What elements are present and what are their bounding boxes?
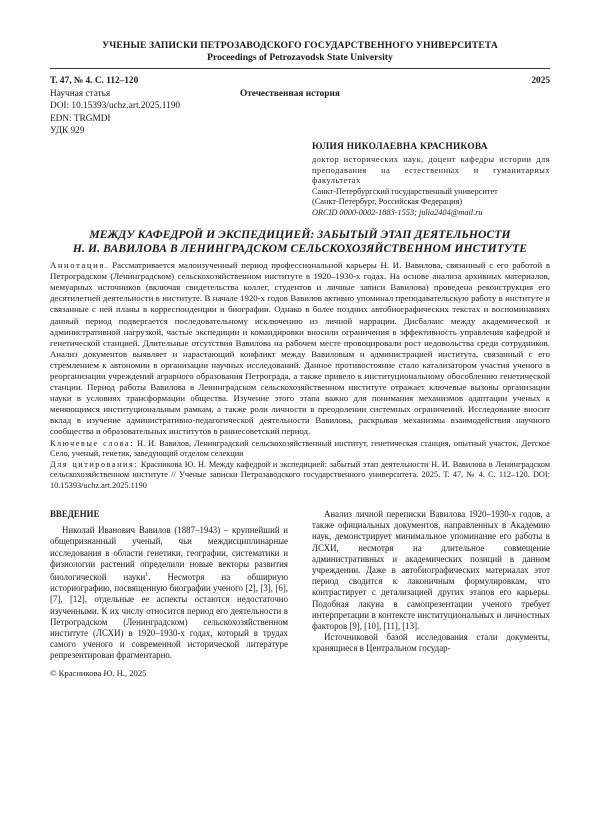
journal-title-en: Proceedings of Petrozavodsk State University (207, 52, 393, 63)
abstract-label: Аннотация. (50, 260, 109, 271)
right-column (312, 509, 550, 679)
keywords (50, 439, 550, 460)
left-column (50, 509, 288, 679)
author-location: (Санкт-Петербург, Российская Федерация) (312, 197, 463, 207)
body-columns (50, 509, 550, 679)
citation-text: Красникова Ю. Н. Между кафедрой и экспедицией: забытый этап деятельности Н. И. Вавилова в Ленинградском сельскохозяйственном институте // Ученые записки Петрозаводского государственного университета. 2025. Т. 47, № 4. С. 112–120. DOI: 10.15393/uchz.art.2025.1190 (50, 460, 550, 490)
keywords-label: Ключевые слова: (50, 438, 134, 448)
citation-label: Для цитирования: (50, 460, 139, 470)
copyright: © Красникова Ю. Н., 2025 (50, 667, 147, 678)
author-affiliation: Санкт-Петербургский государственный университет (312, 187, 498, 197)
article-type: Научная статья (50, 88, 111, 99)
publication-year: 2025 (531, 76, 550, 86)
udc: УДК 929 (50, 126, 85, 137)
journal-title-ru: УЧЕНЫЕ ЗАПИСКИ ПЕТРОЗАВОДСКОГО ГОСУДАРСТВЕННОГО УНИВЕРСИТЕТА (102, 40, 498, 51)
article-title (50, 228, 550, 256)
intro-paragraph (50, 525, 288, 661)
section-title: ВВЕДЕНИЕ (50, 509, 100, 520)
keywords-text: Н. И. Вавилов, Ленинградский сельскохозяйственный институт, генетическая станция, опытный участок, Детское Село, ученый, генетик, заведующий отделом селекции (50, 438, 550, 458)
author-contacts: ORCID 0000-0002-1883-1553; julia2404@mail.ru (312, 207, 483, 217)
author-block (312, 142, 550, 218)
intro-text-part2: . Несмотря на обширную историографию, посвященную биографии ученого [2], [3], [6], [7], [12], отдельные ее аспекты остаются недостаточно изученными. К их числу относится период его деятельности в Петроградском (Ленинградском) сельскохозяйственном институте (ЛСХИ) в 1920–1930-х годах, который в трудах самого ученого и современной исторической литературе репрезентирован фрагментарно. (50, 572, 288, 661)
edn: EDN: TRGMDI (50, 113, 111, 124)
doi: DOI: 10.15393/uchz.art.2025.1190 (50, 101, 181, 112)
footnote-mark[interactable]: 1 (145, 572, 149, 579)
author-position: доктор исторических наук, доцент кафедры истории для преподавания на естественных и гуманитарных факультетах (312, 155, 550, 185)
right-paragraph-2: Источниковой базой исследования стали документы, хранящиеся в Центральном государ- (312, 632, 550, 654)
citation (50, 460, 550, 491)
author-name: ЮЛИЯ НИКОЛАЕВНА КРАСНИКОВА (312, 141, 488, 152)
abstract (50, 260, 550, 438)
title-line-1: МЕЖДУ КАФЕДРОЙ И ЭКСПЕДИЦИЕЙ: ЗАБЫТЫЙ ЭТАП ДЕЯТЕЛЬНОСТИ (89, 228, 511, 242)
article-page (50, 40, 550, 679)
title-line-2: Н. И. ВАВИЛОВА В ЛЕНИНГРАДСКОМ СЕЛЬСКОХОЗЯЙСТВЕННОМ ИНСТИТУТЕ (72, 242, 528, 256)
header-divider (50, 68, 550, 69)
article-meta (50, 75, 550, 138)
volume-pages: Т. 47, № 4. С. 112–120 (50, 76, 139, 86)
abstract-text: Рассматривается малоизученный период профессиональной карьеры Н. И. Вавилова, связанный с его работой в Петроградском (Ленинградском) сельскохозяйственном институте в 1920–1930-х годах. На основе анализа архивных материалов, мемуарных источников (включая свидетельства коллег, студентов и личные записи Вавилова) проведена реконструкция его десятилетней деятельности в институте. В начале 1920-х годов Вавилов активно упоминал преподавательскую работу в институте и связанные с ней планы в корреспонденции и биографии. Однако в более поздних автобиографических текстах и воспоминаниях данный период подвергается последовательному исключению из личной наррации. Дисбаланс между академической и административной нагрузкой, частые экспедиции и командировки вносили ограничения в эффективность управления кафедрой и генетической станцией. Длительные отсутствия Вавилова на рабочем месте провоцировали рост недовольства среди сотрудников. Анализ документов выявляет и нарастающий конфликт между Вавиловым и администрацией института, связанный с его стремлением к автономии в организации научных исследований. Данное противостояние стало катализатором участия ученого в реорганизации учреждений аграрного образования Петрограда, а также привело к институциональному обособлению генетической станции. Период работы Вавилова в Ленинградском сельскохозяйственном институте отражает ключевые вызовы организации науки в условиях трансформации общества. Изучение этого этапа важно для понимания механизмов адаптации ученых к меняющимся институциональным рамкам, а также роли личности в преодолении системных ограничений. Исследование вносит вклад в изучение административно-педагогической деятельности Вавилова, раскрывая механизмы взаимодействия научного сообщества и образовательных институтов в раннесоветский период. (50, 260, 550, 437)
right-paragraph-1: Анализ личной переписки Вавилова 1920–1930-х годов, а также официальных документов, направленных в Академию наук, демонстрирует минимальное упоминание его работы в ЛСХИ, несмотря на длительное совмещение административных и академических позиций в данном учреждении. Даже в автобиографических материалах этот период сводится к лаконичным формулировкам, что контрастирует с детализацией других этапов его карьеры. Подобная лакуна в самопрезентации ученого требует интерпретации в контексте институциональных и личностных факторов [9], [10], [11], [13]. (312, 509, 550, 632)
rubric: Отечественная история (240, 88, 340, 99)
intro-text-part1: Николай Иванович Вавилов (1887–1943) – крупнейший и общепризнанный ученый, чьи междисциплинарные исследования в области генетики, географии, систематики и физиологии растений определили новые векторы развития биологической науки (50, 525, 288, 583)
